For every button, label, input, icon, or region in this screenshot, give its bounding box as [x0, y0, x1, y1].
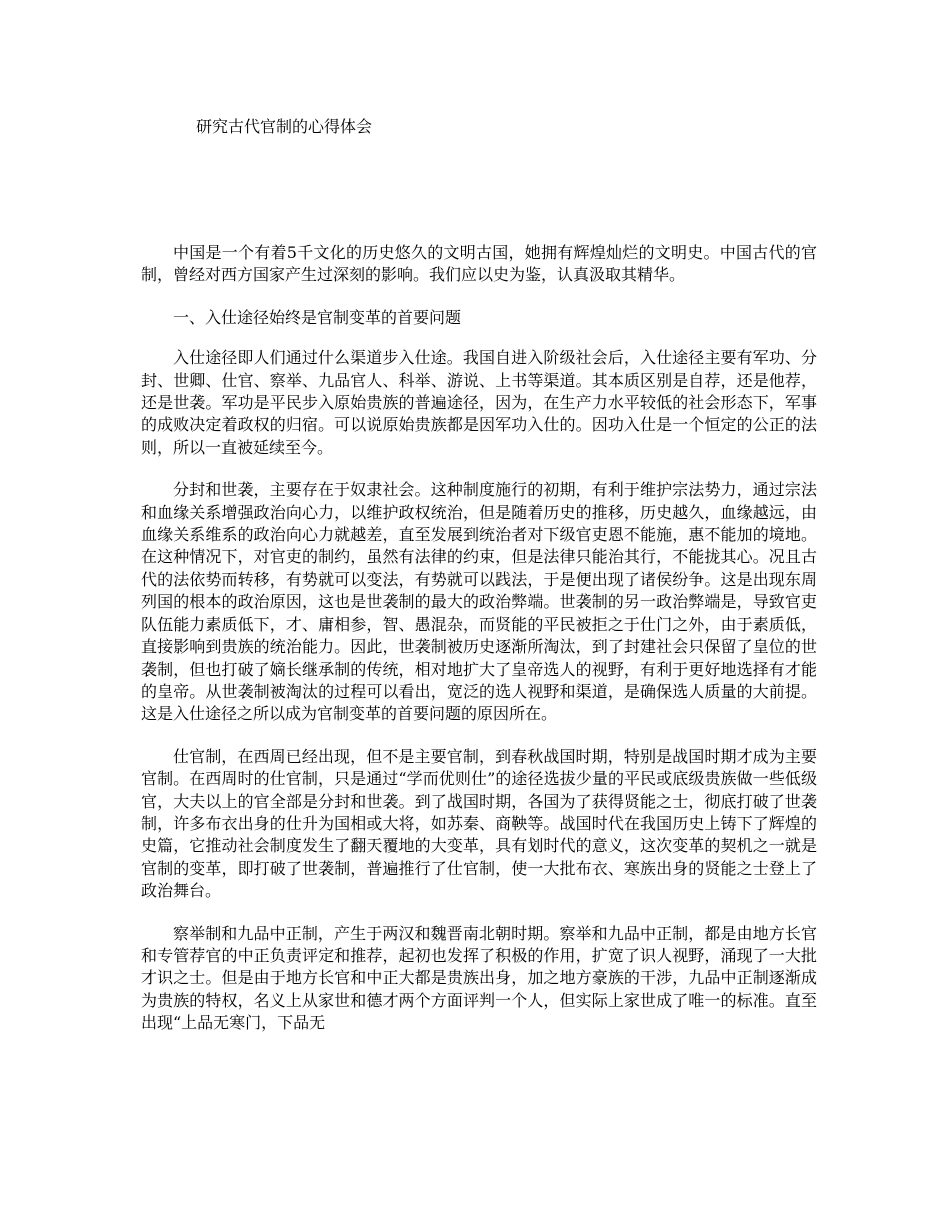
- paragraph-intro: 中国是一个有着5千文化的历史悠久的文明古国，她拥有辉煌灿烂的文明史。中国古代的官制，曾经对西方国家产生过深刻的影响。我们应以史为鉴，认真汲取其精华。: [141, 243, 817, 285]
- paragraph-entry-paths: 入仕途径即人们通过什么渠道步入仕途。我国自进入阶级社会后，入仕途径主要有军功、分封、世卿、仕官、察举、九品官人、科举、游说、上书等渠道。其本质区别是自荐，还是他荐，还是世袭。军功是平民步入原始贵族的普遍途径，因为，在生产力水平较低的社会形态下，军事的成败决定着政权的归宿。可以说原始贵族都是因军功入仕的。因功入仕是一个恒定的公正的法则，所以一直被延续至今。: [141, 348, 817, 457]
- document-body: [141, 242, 817, 1055]
- paragraph-enfeoffment: 分封和世袭，主要存在于奴隶社会。这种制度施行的初期，有利于维护宗法势力，通过宗法和血缘关系增强政治向心力，以维护政权统治，但是随着历史的推移，历史越久，血缘越远，由血缘关系维系的政治向心力就越差，直至发展到统治者对下级官吏恩不能施，惠不能加的境地。在这种情况下，对官吏的制约，虽然有法律的约束，但是法律只能治其行，不能拢其心。况且古代的法依势而转移，有势就可以变法，有势就可以践法，于是便出现了诸侯纷争。这是出现东周列国的根本的政治原因，这也是世袭制的最大的政治弊端。世袭制的另一政治弊端是，导致官吏队伍能力素质低下，才、庸相参，智、愚混杂，而贤能的平民被拒之于仕门之外，由于素质低，直接影响到贵族的统治能力。因此，世袭制被历史逐渐所淘汰，到了封建社会只保留了皇位的世袭制，但也打破了嫡长继承制的传统，相对地扩大了皇帝选人的视野，有利于更好地选择有才能的皇帝。从世袭制被淘汰的过程可以看出，宽泛的选人视野和渠道，是确保选人质量的大前提。这是入仕途径之所以成为官制变革的首要问题的原因所在。: [141, 480, 817, 724]
- section-heading-1: 一、入仕途径始终是官制变革的首要问题: [173, 307, 462, 327]
- paragraph-chaju: 察举制和九品中正制，产生于两汉和魏晋南北朝时期。察举和九品中正制，都是由地方长官和专管荐官的中正负责评定和推荐，起初也发挥了积极的作用，扩宽了识人视野，涌现了一大批才识之士。但是由于地方长官和中正大都是贵族出身，加之地方豪族的干涉，九品中正制逐渐成为贵族的特权，名义上从家世和德才两个方面评判一个人，但实际上家世成了唯一的标准。直至出现“上品无寒门，下品无: [141, 923, 817, 1033]
- document-title: 研究古代官制的心得体会: [196, 117, 373, 136]
- paragraph-shiguan: 仕官制，在西周已经出现，但不是主要官制，到春秋战国时期，特别是战国时期才成为主要官制。在西周时的仕官制，只是通过“学而优则仕”的途径选拔少量的平民或底级贵族做一些低级官，大夫以上的官全部是分封和世袭。到了战国时期，各国为了获得贤能之士，彻底打破了世袭制，许多布衣出身的仕升为国相或大将，如苏秦、商鞅等。战国时代在我国历史上铸下了辉煌的史篇，它推动社会制度发生了翻天覆地的大变革，具有划时代的意义，这次变革的契机之一就是官制的变革，即打破了世袭制，普遍推行了仕官制，使一大批布衣、寒族出身的贤能之士登上了政治舞台。: [141, 746, 817, 901]
